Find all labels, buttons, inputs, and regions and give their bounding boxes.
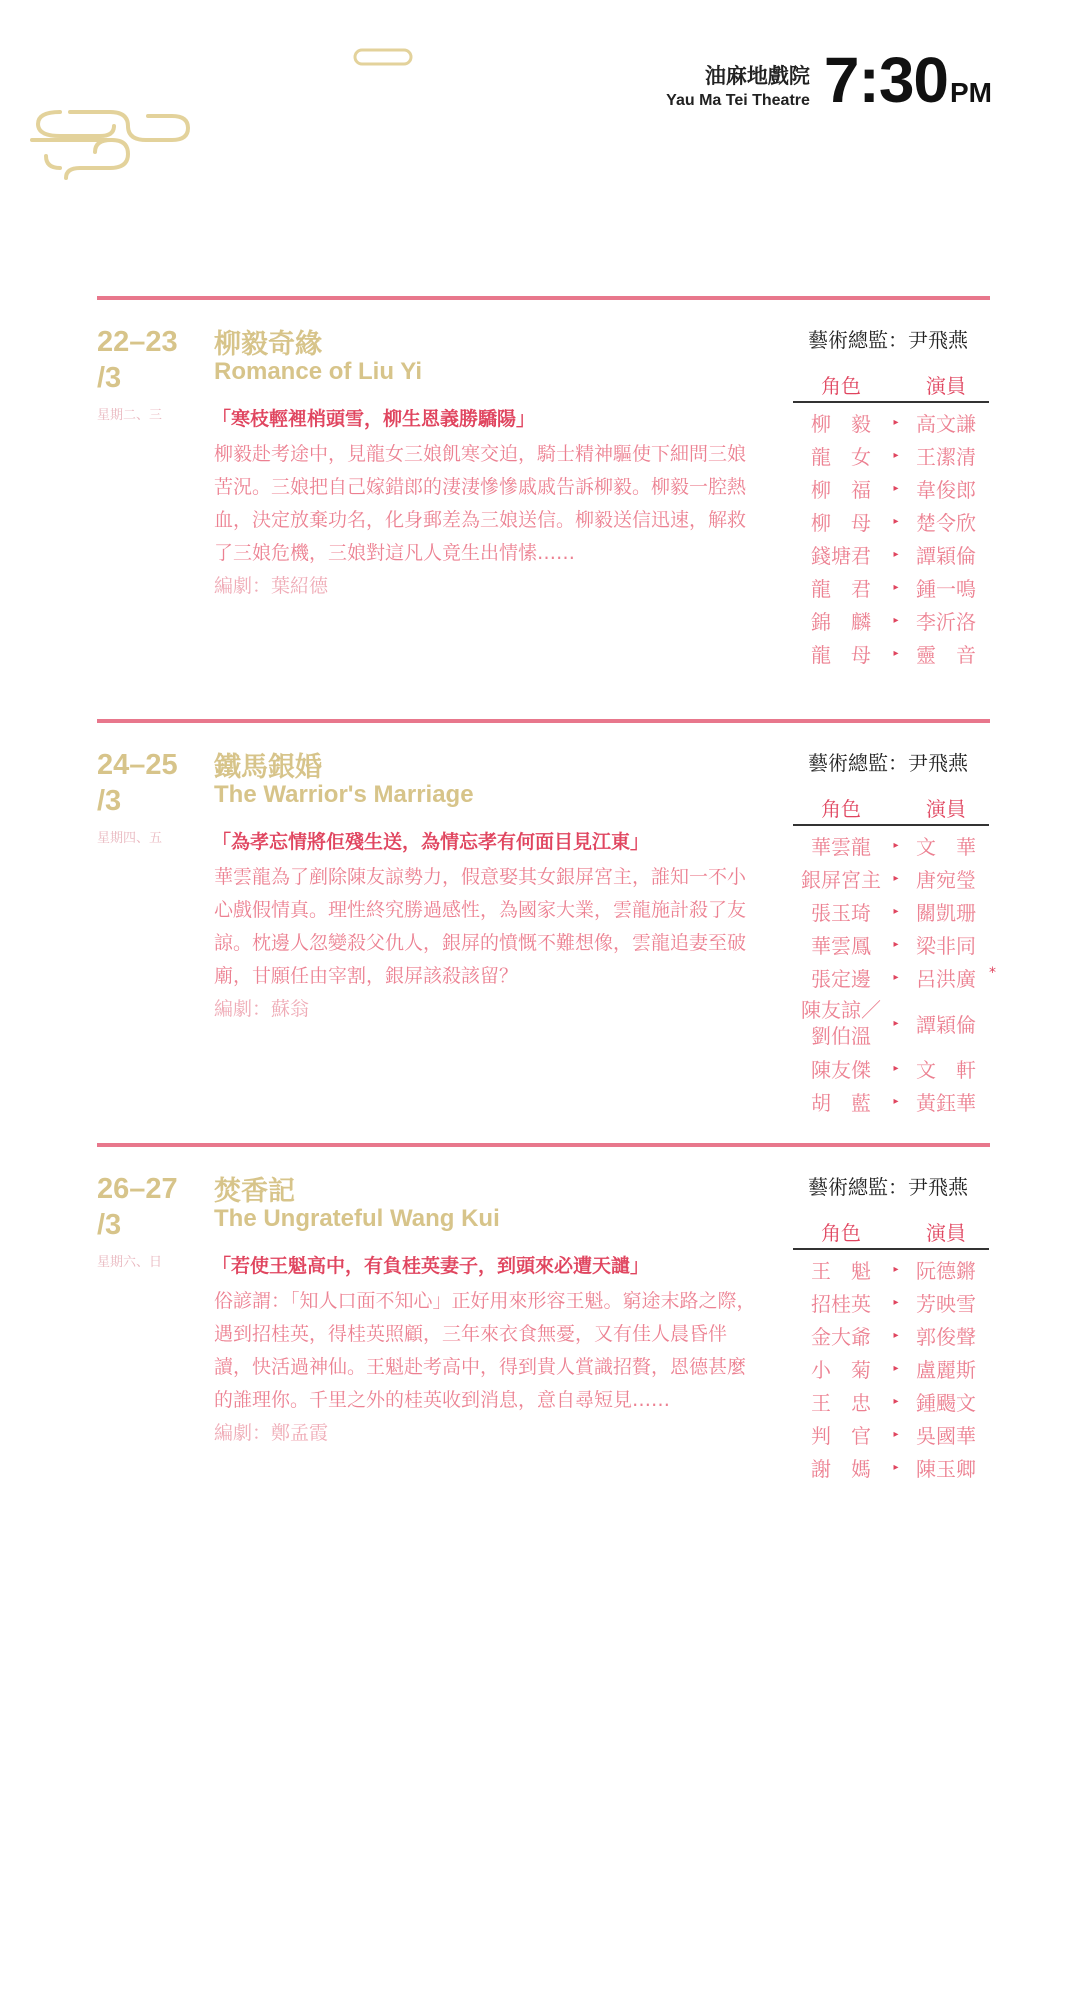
cast-actor: 郭俊聲 xyxy=(916,1325,976,1349)
cast-actor: 譚穎倫 xyxy=(916,544,976,568)
show-section-3 xyxy=(97,1143,990,1481)
show-weekday: 星期四、五 xyxy=(97,831,163,846)
cast-role: 王 魁 xyxy=(811,1259,871,1283)
cast-actor-header: 演員 xyxy=(926,1221,966,1245)
cast-row xyxy=(793,505,1003,538)
cast-arrow-icon: ▸ xyxy=(893,939,899,950)
show-synopsis: 華雲龍為了剷除陳友諒勢力，假意娶其女銀屏宮主，誰知一不小心戲假情真。理性終究勝過感性，為國家大業，雲龍施計殺了友諒。枕邊人忽變殺父仇人，銀屏的憤慨不難想像，雲龍追妻至破廟，甘願任由宰割，銀屏該殺該留？ xyxy=(214,866,747,987)
cast-actor: 文 軒 xyxy=(916,1058,976,1082)
cast-role-header: 角色 xyxy=(821,374,861,398)
show-date-month: /3 xyxy=(97,1209,122,1241)
show-synopsis-block xyxy=(214,438,764,603)
cast-row xyxy=(793,538,1003,571)
cast-arrow-icon: ▸ xyxy=(893,1396,899,1407)
cast-role-header: 角色 xyxy=(821,1221,861,1245)
cast-row xyxy=(793,1253,1003,1286)
cast-row xyxy=(793,1418,1003,1451)
cast-arrow-icon: ▸ xyxy=(893,417,899,428)
venue-name-zh: 油麻地戲院 xyxy=(704,63,810,88)
cast-row xyxy=(793,928,1003,961)
show-title-en: The Warrior's Marriage xyxy=(214,781,474,808)
cast-arrow-icon: ▸ xyxy=(893,1063,899,1074)
cast-row xyxy=(793,439,1003,472)
cast-actor: 盧麗斯 xyxy=(916,1358,976,1382)
show-synopsis-block xyxy=(214,1285,764,1450)
show-tagline: 「若使王魁高中，有負桂英妻子，到頭來必遭天譴」 xyxy=(212,1255,650,1277)
show-time-ampm: PM xyxy=(950,77,992,108)
cast-role: 判 官 xyxy=(811,1424,871,1448)
cast-row xyxy=(793,472,1003,505)
cast-arrow-icon: ▸ xyxy=(893,972,899,983)
cast-actor: 阮德鏘 xyxy=(916,1259,976,1283)
cast-actor: 高文謙 xyxy=(916,412,976,436)
cast-role: 錢塘君 xyxy=(811,544,871,568)
cast-role: 龍 君 xyxy=(811,577,871,601)
cast-row xyxy=(793,1385,1003,1418)
cast-table-header xyxy=(793,1217,989,1250)
cast-actor: 靈 音 xyxy=(916,643,976,667)
cast-actor: 陳玉卿 xyxy=(916,1457,976,1481)
cast-actor: 王潔清 xyxy=(916,445,976,469)
cloud-ornament-icon xyxy=(0,0,200,190)
cast-arrow-icon: ▸ xyxy=(893,1017,899,1029)
section-divider xyxy=(97,296,990,300)
cast-row xyxy=(793,1085,1003,1118)
cast-list xyxy=(793,829,1003,1118)
show-time xyxy=(823,44,992,125)
pill-ornament-icon xyxy=(352,46,416,70)
cast-table-header xyxy=(793,370,989,403)
cast-actor: 唐宛瑩 xyxy=(916,868,976,892)
cast-actor: 文 華 xyxy=(916,835,976,859)
artistic-director: 藝術總監：尹飛燕 xyxy=(808,328,968,352)
show-tagline: 「為孝忘情將佢殘生送，為情忘孝有何面目見江東」 xyxy=(212,831,650,853)
cast-row xyxy=(793,1319,1003,1352)
cast-actor: 梁非同 xyxy=(916,934,976,958)
show-section-1 xyxy=(97,296,990,667)
cast-role: 招桂英 xyxy=(811,1292,871,1316)
cast-row xyxy=(793,961,1003,994)
show-date-range: 22–23 xyxy=(97,326,178,358)
show-title-en: The Ungrateful Wang Kui xyxy=(214,1205,500,1232)
cast-role: 陳友諒／ 劉伯溫 xyxy=(801,998,881,1048)
show-synopsis: 俗諺謂：「知人口面不知心」正好用來形容王魁。窮途末路之際，遇到招桂英，得桂英照顧，三年來衣食無憂，又有佳人晨昏伴讀，快活過神仙。王魁赴考高中，得到貴人賞識招贅，恩德甚麼的誰理你。千里之外的桂英收到消息，意自尋短見…… xyxy=(214,1290,756,1411)
cast-role: 謝 媽 xyxy=(811,1457,871,1481)
cast-row xyxy=(793,829,1003,862)
cast-list xyxy=(793,1253,1003,1484)
cast-actor-header: 演員 xyxy=(926,797,966,821)
cast-role: 金大爺 xyxy=(811,1325,871,1349)
cast-role: 龍 女 xyxy=(811,445,871,469)
cast-actor: 關凱珊 xyxy=(916,901,976,925)
cast-actor: 李沂洛 xyxy=(916,610,976,634)
venue-name-en: Yau Ma Tei Theatre xyxy=(666,91,810,109)
cast-footnote-mark: * xyxy=(989,965,996,981)
show-writer: 編劇：葉紹德 xyxy=(214,575,329,597)
show-date-month: /3 xyxy=(97,362,122,394)
cast-row xyxy=(793,406,1003,439)
cast-table-header xyxy=(793,793,989,826)
show-date-month: /3 xyxy=(97,785,122,817)
show-weekday: 星期二、三 xyxy=(97,408,163,423)
cast-actor: 呂洪廣 xyxy=(916,967,976,991)
cast-arrow-icon: ▸ xyxy=(893,450,899,461)
cast-role: 胡 藍 xyxy=(811,1091,871,1115)
cast-role: 王 忠 xyxy=(811,1391,871,1415)
show-title-zh: 鐵馬銀婚 xyxy=(214,752,322,783)
cast-actor: 韋俊郎 xyxy=(916,478,976,502)
cast-role-header: 角色 xyxy=(821,797,861,821)
venue-time-header xyxy=(666,44,992,125)
cast-arrow-icon: ▸ xyxy=(893,873,899,884)
cast-actor: 鍾颺文 xyxy=(916,1391,976,1415)
cast-row xyxy=(793,604,1003,637)
cast-actor-header: 演員 xyxy=(926,374,966,398)
cast-arrow-icon: ▸ xyxy=(893,615,899,626)
cast-arrow-icon: ▸ xyxy=(893,840,899,851)
cast-row xyxy=(793,1052,1003,1085)
cast-actor: 吳國華 xyxy=(916,1424,976,1448)
show-date xyxy=(97,324,178,396)
cast-arrow-icon: ▸ xyxy=(893,483,899,494)
cast-row xyxy=(793,571,1003,604)
cast-role: 錦 麟 xyxy=(811,610,871,634)
show-date xyxy=(97,747,178,819)
cast-row xyxy=(793,1352,1003,1385)
cast-list xyxy=(793,406,1003,670)
cast-actor: 黃鈺華 xyxy=(916,1091,976,1115)
show-date xyxy=(97,1171,178,1243)
show-tagline: 「寒枝輕裡梢頭雪，柳生恩義勝驕陽」 xyxy=(212,408,536,430)
show-writer: 編劇：鄭孟霞 xyxy=(214,1422,329,1444)
show-weekday: 星期六、日 xyxy=(97,1255,163,1270)
show-date-range: 24–25 xyxy=(97,749,178,781)
cast-role: 華雲鳳 xyxy=(811,934,871,958)
cast-arrow-icon: ▸ xyxy=(893,1264,899,1275)
section-divider xyxy=(97,1143,990,1147)
cast-arrow-icon: ▸ xyxy=(893,516,899,527)
cast-role: 小 菊 xyxy=(811,1358,871,1382)
cast-role: 龍 母 xyxy=(811,643,871,667)
show-section-2 xyxy=(97,719,996,1115)
section-divider xyxy=(97,719,990,723)
show-synopsis-block xyxy=(214,861,764,1026)
cast-arrow-icon: ▸ xyxy=(893,549,899,560)
cast-arrow-icon: ▸ xyxy=(893,1297,899,1308)
cast-actor: 楚令欣 xyxy=(916,511,976,535)
cast-role: 張定邊 xyxy=(811,967,871,991)
cast-row xyxy=(793,862,1003,895)
cast-role: 張玉琦 xyxy=(811,901,871,925)
cast-role: 柳 母 xyxy=(811,511,871,535)
venue-block xyxy=(666,62,810,112)
cast-arrow-icon: ▸ xyxy=(893,648,899,659)
cast-arrow-icon: ▸ xyxy=(893,1363,899,1374)
show-time-value: 7:30 xyxy=(823,44,948,116)
cast-row xyxy=(793,637,1003,670)
show-title-zh: 焚香記 xyxy=(214,1176,295,1207)
artistic-director: 藝術總監：尹飛燕 xyxy=(808,1175,968,1199)
cast-actor: 芳映雪 xyxy=(916,1292,976,1316)
show-writer: 編劇：蘇翁 xyxy=(214,998,310,1020)
cast-arrow-icon: ▸ xyxy=(893,1462,899,1473)
cast-actor: 鍾一鳴 xyxy=(916,577,976,601)
cast-arrow-icon: ▸ xyxy=(893,1330,899,1341)
cast-role: 柳 毅 xyxy=(811,412,871,436)
show-title-en: Romance of Liu Yi xyxy=(214,358,423,385)
cast-actor: 譚穎倫 xyxy=(916,1012,976,1037)
show-title-zh: 柳毅奇緣 xyxy=(214,329,322,360)
cast-arrow-icon: ▸ xyxy=(893,582,899,593)
cast-role: 銀屏宮主 xyxy=(801,868,881,892)
show-date-range: 26–27 xyxy=(97,1173,178,1205)
cast-role: 柳 福 xyxy=(811,478,871,502)
cast-row xyxy=(793,895,1003,928)
cast-row xyxy=(793,994,1003,1052)
cast-row xyxy=(793,1286,1003,1319)
cast-row xyxy=(793,1451,1003,1484)
cast-role: 華雲龍 xyxy=(811,835,871,859)
artistic-director: 藝術總監：尹飛燕 xyxy=(808,751,968,775)
cast-arrow-icon: ▸ xyxy=(893,1096,899,1107)
cast-role: 陳友傑 xyxy=(811,1058,871,1082)
cast-arrow-icon: ▸ xyxy=(893,1429,899,1440)
show-synopsis: 柳毅赴考途中，見龍女三娘飢寒交迫，騎士精神驅使下細問三娘苦況。三娘把自己嫁錯郎的淒淒慘慘戚戚告訴柳毅。柳毅一腔熱血，決定放棄功名，化身郵差為三娘送信。柳毅送信迅速，解救了三娘危機，三娘對這凡人竟生出情愫…… xyxy=(214,443,747,564)
cast-arrow-icon: ▸ xyxy=(893,906,899,917)
